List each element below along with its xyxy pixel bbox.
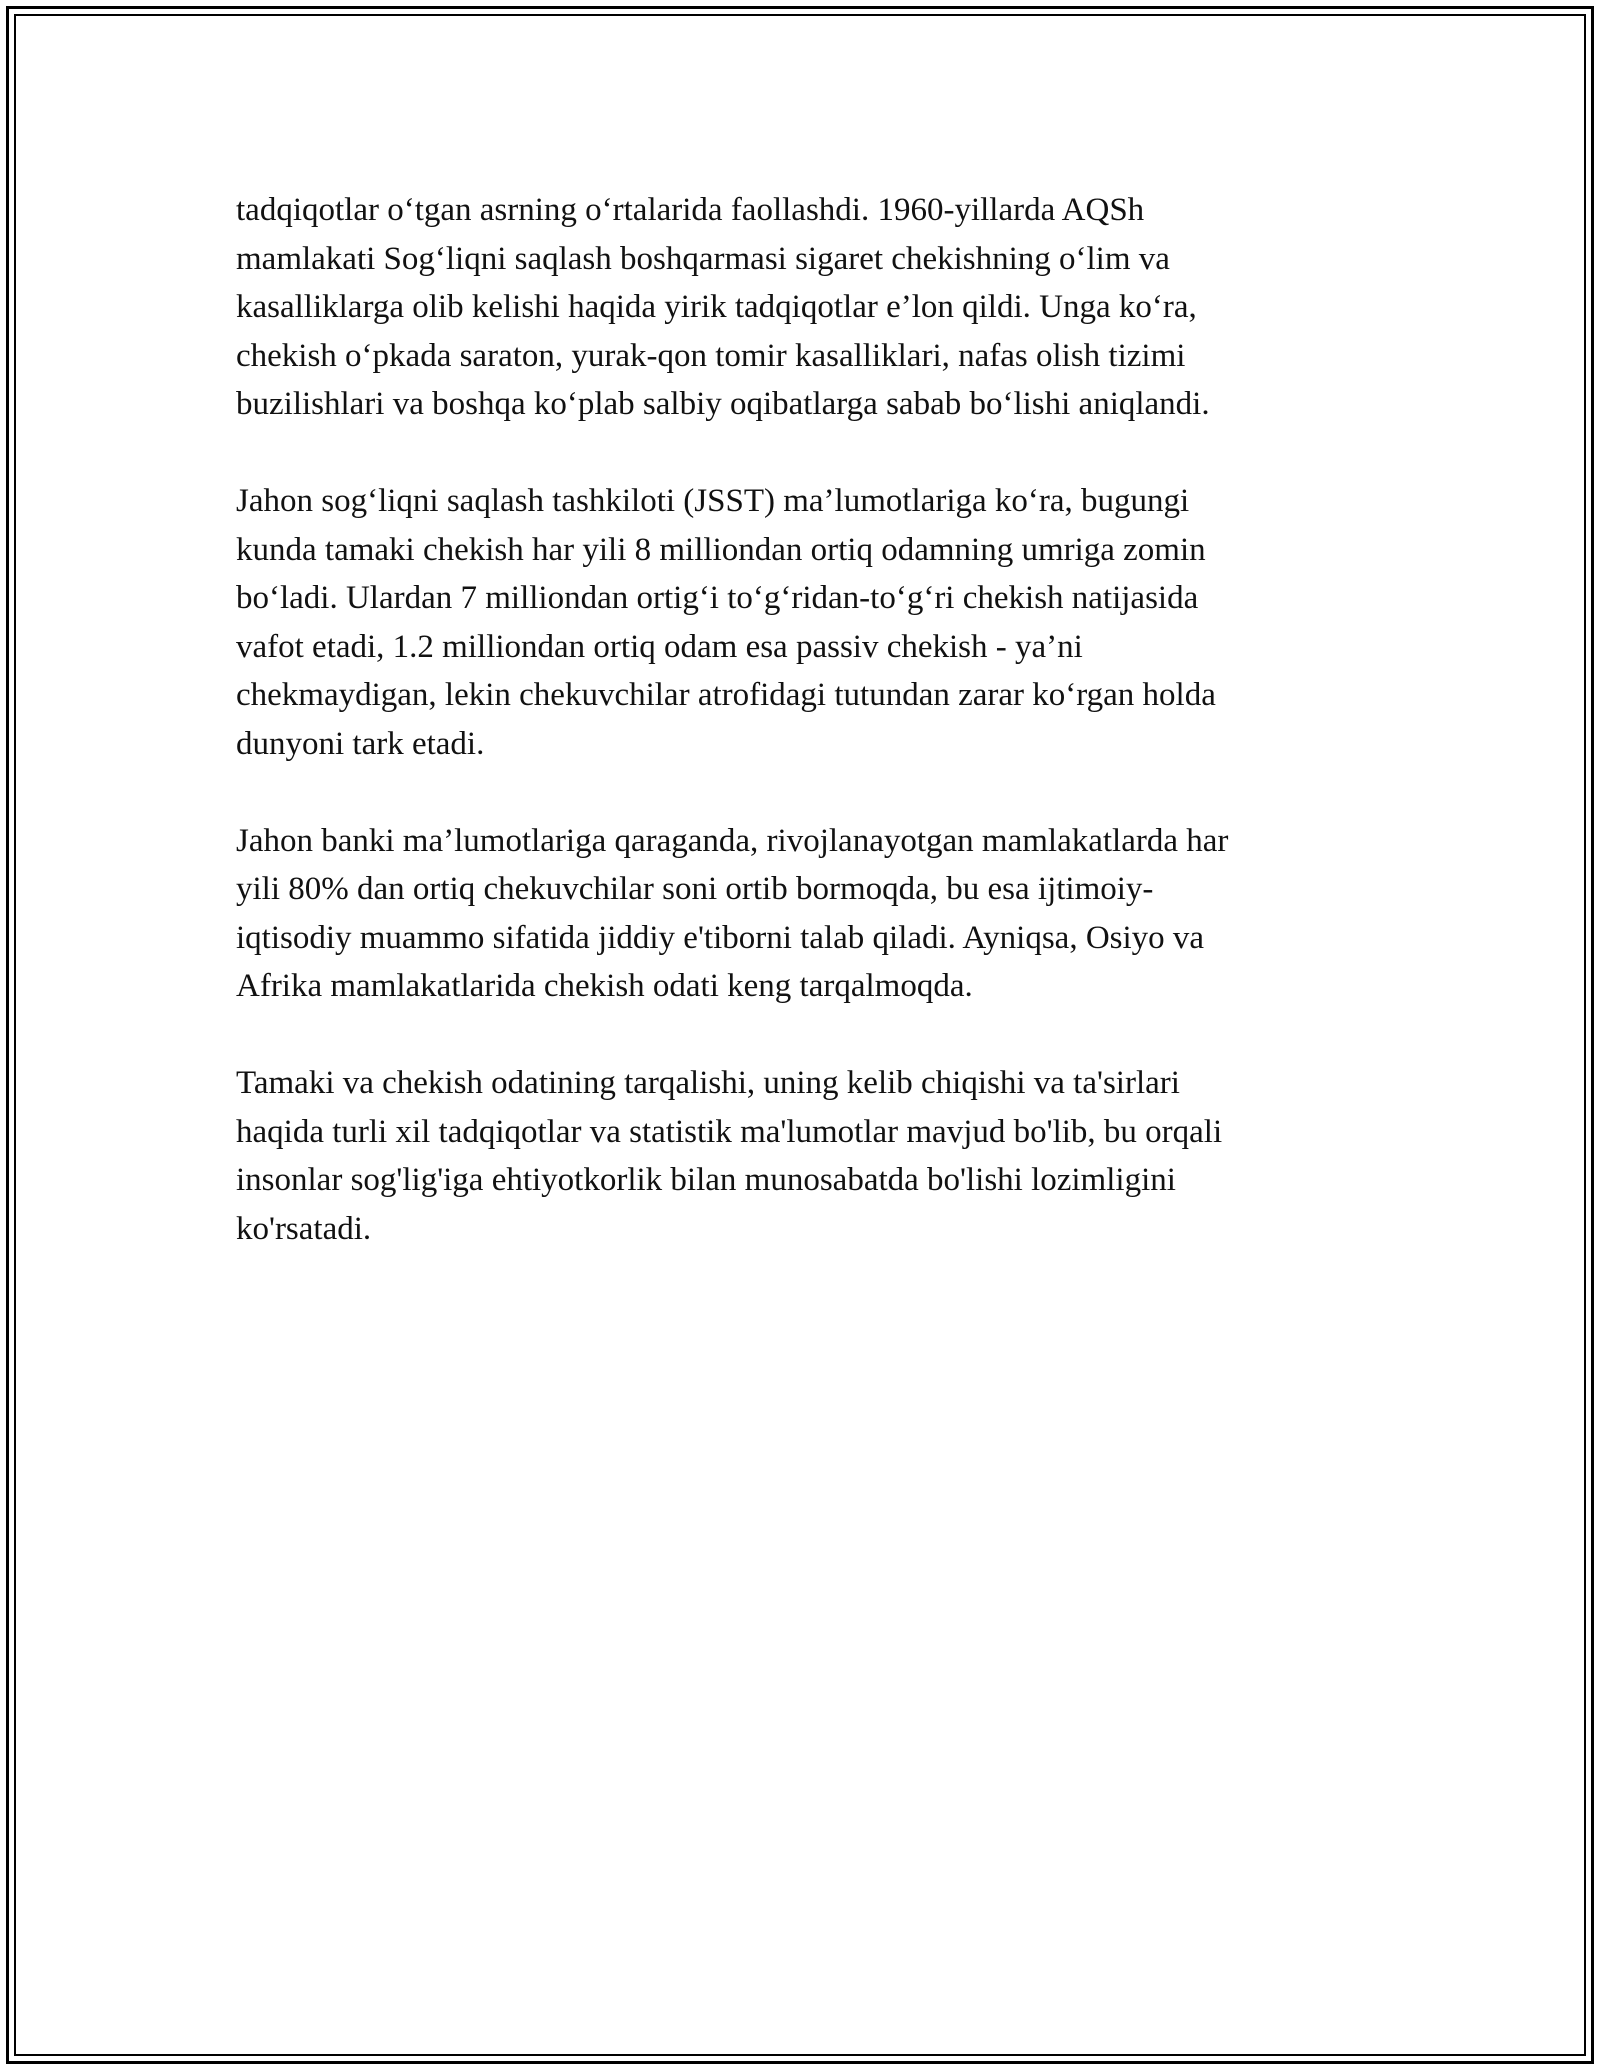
text-line: ko'rsatadi. xyxy=(236,1210,372,1247)
text-line: chekmaydigan, lekin chekuvchilar atrofidagi tutundan zarar ko‘rgan holda xyxy=(236,677,1216,713)
text-line: kunda tamaki chekish har yili 8 milliondan ortiq odamning umriga zomin xyxy=(236,531,1206,568)
text-line: haqida turli xil tadqiqotlar va statistik ma'lumotlar mavjud bo'lib, bu orqali xyxy=(236,1113,1223,1150)
text-line: buzilishlari va boshqa ko‘plab salbiy oqibatlarga sabab bo‘lishi aniqlandi. xyxy=(236,386,1210,422)
paragraph-conclusion xyxy=(236,1059,1366,1253)
text-line: tadqiqotlar o‘tgan asrning o‘rtalarida faollashdi. 1960-yillarda AQSh xyxy=(236,192,1145,228)
text-line: Jahon banki ma’lumotlariga qaraganda, rivojlanayotgan mamlakatlarda har xyxy=(236,822,1229,859)
document-body xyxy=(236,186,1366,1302)
text-line: vafot etadi, 1.2 milliondan ortiq odam esa passiv chekish - ya’ni xyxy=(236,628,1083,665)
text-line: Tamaki va chekish odatining tarqalishi, uning kelib chiqishi va ta'sirlari xyxy=(236,1065,1180,1101)
text-line: Jahon sog‘liqni saqlash tashkiloti (JSST) ma’lumotlariga ko‘ra, bugungi xyxy=(236,483,1190,519)
text-line: bo‘ladi. Ulardan 7 milliondan ortig‘i to‘g‘ridan-to‘g‘ri chekish natijasida xyxy=(236,580,1199,616)
text-line: iqtisodiy muammo sifatida jiddiy e'tiborni talab qiladi. Ayniqsa, Osiyo va xyxy=(236,919,1205,956)
text-line: insonlar sog'lig'iga ehtiyotkorlik bilan munosabatda bo'lishi lozimligini xyxy=(236,1162,1176,1198)
paragraph-research-history xyxy=(236,186,1366,429)
paragraph-world-bank xyxy=(236,817,1366,1011)
text-line: yili 80% dan ortiq chekuvchilar soni ortib bormoqda, bu esa ijtimoiy- xyxy=(236,871,1154,907)
text-line: chekish o‘pkada saraton, yurak-qon tomir kasalliklari, nafas olish tizimi xyxy=(236,337,1186,374)
text-line: Afrika mamlakatlarida chekish odati keng tarqalmoqda. xyxy=(236,968,973,1004)
text-line: dunyoni tark etadi. xyxy=(236,725,485,762)
text-line: mamlakati Sog‘liqni saqlash boshqarmasi sigaret chekishning o‘lim va xyxy=(236,240,1170,277)
paragraph-who-statistics xyxy=(236,477,1366,768)
text-line: kasalliklarga olib kelishi haqida yirik tadqiqotlar e’lon qildi. Unga ko‘ra, xyxy=(236,289,1197,325)
